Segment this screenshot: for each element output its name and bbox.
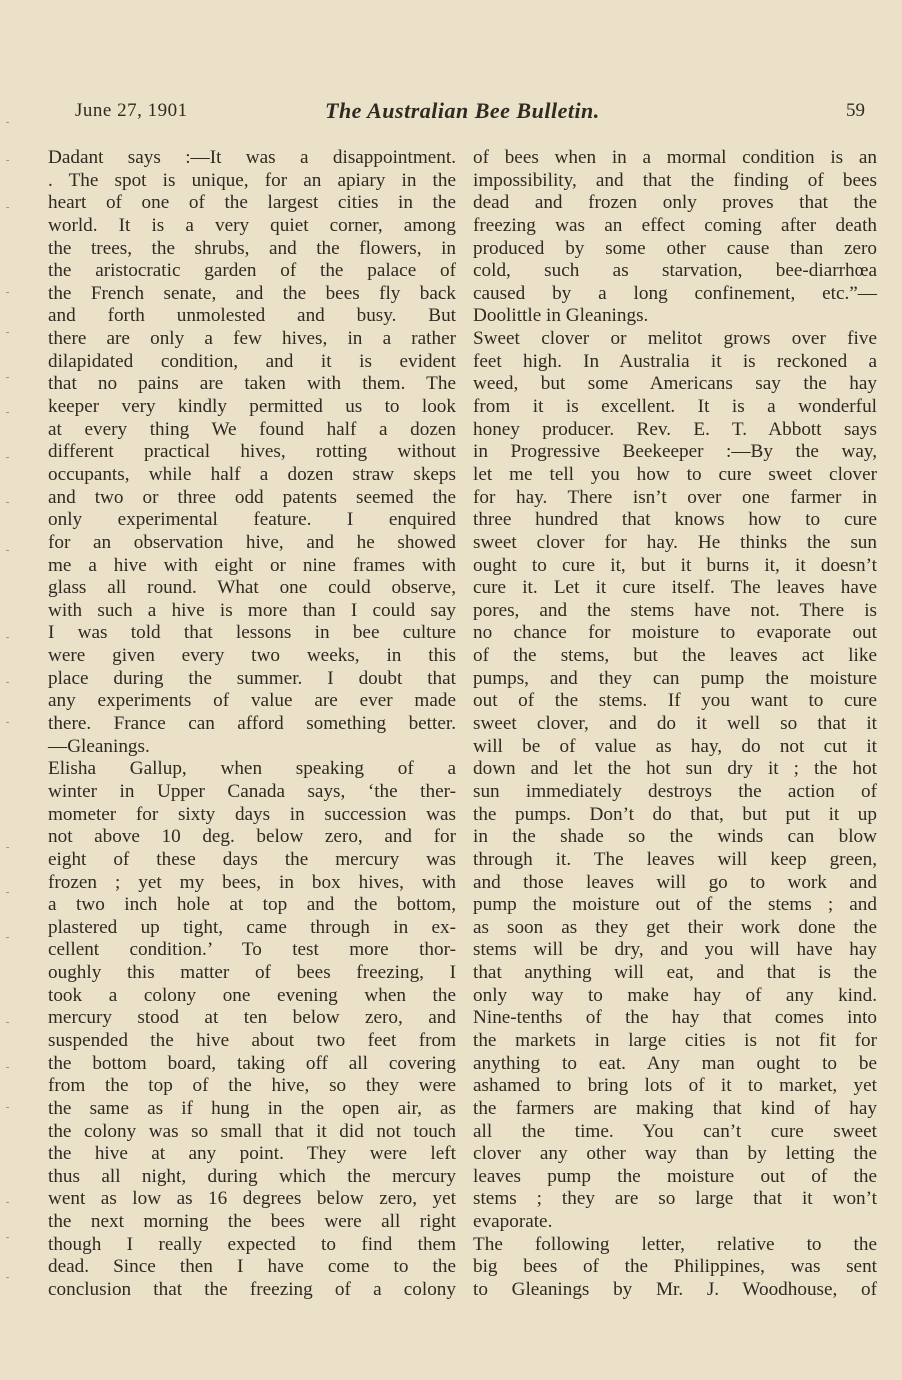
- left-column-line: Elisha Gallup, when speaking of a: [48, 758, 456, 780]
- left-column-line: thus all night, during which the mercury: [48, 1165, 456, 1187]
- right-column-line: no chance for moisture to evaporate out: [473, 622, 877, 644]
- left-column-line: eight of these days the mercury was: [48, 848, 456, 870]
- left-column-line: there. France can afford something better.: [48, 713, 456, 735]
- left-column-line: the hive at any point. They were left: [48, 1143, 456, 1165]
- left-column-line: place during the summer. I doubt that: [48, 667, 456, 689]
- margin-tick: ‐: [6, 1017, 10, 1028]
- left-column-line: took a colony one evening when the: [48, 984, 456, 1006]
- left-column-line: the same as if hung in the open air, as: [48, 1097, 456, 1119]
- right-column-line: through it. The leaves will keep green,: [473, 848, 877, 870]
- right-text-column: [473, 147, 877, 1302]
- right-column-line: produced by some other cause than zero: [473, 237, 877, 259]
- left-column-line: the colony was so small that it did not touch: [48, 1120, 456, 1142]
- margin-tick: ‐: [6, 717, 10, 728]
- right-column-line: big bees of the Philippines, was sent: [473, 1256, 877, 1278]
- left-column-line: the trees, the shrubs, and the flowers, in: [48, 237, 456, 259]
- left-column-line: cellent condition.’ To test more thor-: [48, 939, 456, 961]
- right-column-line: from it is excellent. It is a wonderful: [473, 396, 877, 418]
- right-column-line: stems will be dry, and you will have hay: [473, 939, 877, 961]
- left-column-line: . The spot is unique, for an apiary in the: [48, 169, 456, 191]
- left-column-line: the French senate, and the bees fly back: [48, 282, 456, 304]
- right-column-line: in Progressive Beekeeper :—By the way,: [473, 441, 877, 463]
- right-column-line: sweet clover, and do it well so that it: [473, 713, 877, 735]
- margin-tick: ‐: [6, 155, 10, 166]
- right-column-line: to Gleanings by Mr. J. Woodhouse, of: [473, 1279, 877, 1301]
- right-column-line: in the shade so the winds can blow: [473, 826, 877, 848]
- right-column-line: caused by a long confinement, etc.”—: [473, 282, 877, 304]
- margin-tick: ‐: [6, 202, 10, 213]
- left-column-line: plastered up tight, came through in ex-: [48, 916, 456, 938]
- right-column-line: pump the moisture out of the stems ; and: [473, 894, 877, 916]
- right-column-line: only way to make hay of any kind.: [473, 984, 877, 1006]
- right-column-line: three hundred that knows how to cure: [473, 509, 877, 531]
- left-column-line: and two or three odd patents seemed the: [48, 486, 456, 508]
- right-column-line: pores, and the stems have not. There is: [473, 599, 877, 621]
- running-header: [75, 96, 865, 130]
- left-column-line: heart of one of the largest cities in the: [48, 192, 456, 214]
- left-column-line: mercury stood at ten below zero, and: [48, 1007, 456, 1029]
- margin-tick: ‐: [6, 1062, 10, 1073]
- left-column-line: for an observation hive, and he showed: [48, 531, 456, 553]
- margin-tick: ‐: [6, 632, 10, 643]
- left-column-line: and forth unmolested and busy. But: [48, 305, 456, 327]
- margin-tick: ‐: [6, 1232, 10, 1243]
- right-column-line: will be of value as hay, do not cut it: [473, 735, 877, 757]
- right-column-line: ought to cure it, but it burns it, it doesn’t: [473, 554, 877, 576]
- right-column-line: cure it. Let it cure itself. The leaves have: [473, 577, 877, 599]
- left-column-line: at every thing We found half a dozen: [48, 418, 456, 440]
- right-column-line: clover any other way than by letting the: [473, 1143, 877, 1165]
- right-column-line: weed, but some Americans say the hay: [473, 373, 877, 395]
- right-column-line: anything to eat. Any man ought to be: [473, 1052, 877, 1074]
- margin-tick: ‐: [6, 117, 10, 128]
- right-column-line: Sweet clover or melitot grows over five: [473, 328, 877, 350]
- journal-title: The Australian Bee Bulletin.: [325, 98, 600, 123]
- right-column-line: stems ; they are so large that it won’t: [473, 1188, 877, 1210]
- left-column-line: went as low as 16 degrees below zero, yet: [48, 1188, 456, 1210]
- left-column-line: frozen ; yet my bees, in box hives, with: [48, 871, 456, 893]
- margin-tick: ‐: [6, 452, 10, 463]
- left-column-line: suspended the hive about two feet from: [48, 1029, 456, 1051]
- left-column-line: the bottom board, taking off all covering: [48, 1052, 456, 1074]
- margin-tick: ‐: [6, 932, 10, 943]
- right-column-line: cold, such as starvation, bee-diarrhœa: [473, 260, 877, 282]
- margin-tick: ‐: [6, 1197, 10, 1208]
- right-column-line: out of the stems. If you want to cure: [473, 690, 877, 712]
- left-column-line: occupants, while half a dozen straw skeps: [48, 463, 456, 485]
- left-column-line: mometer for sixty days in succession was: [48, 803, 456, 825]
- right-column-line: feet high. In Australia it is reckoned a: [473, 350, 877, 372]
- left-column-line: —Gleanings.: [48, 735, 150, 757]
- left-column-line: with such a hive is more than I could say: [48, 599, 456, 621]
- left-column-line: conclusion that the freezing of a colony: [48, 1279, 456, 1301]
- left-column-line: keeper very kindly permitted us to look: [48, 396, 456, 418]
- margin-tick: ‐: [6, 327, 10, 338]
- right-column-line: evaporate.: [473, 1211, 553, 1233]
- margin-tick: ‐: [6, 287, 10, 298]
- margin-tick: ‐: [6, 1272, 10, 1283]
- left-column-line: the next morning the bees were all right: [48, 1211, 456, 1233]
- left-column-line: me a hive with eight or nine frames with: [48, 554, 456, 576]
- left-column-line: the aristocratic garden of the palace of: [48, 260, 456, 282]
- left-column-line: that no pains are taken with them. The: [48, 373, 456, 395]
- left-column-line: Dadant says :—It was a disappointment.: [48, 147, 456, 168]
- margin-tick: ‐: [6, 887, 10, 898]
- left-column-line: glass all round. What one could observe,: [48, 577, 456, 599]
- left-column-line: any experiments of value are ever made: [48, 690, 456, 712]
- left-column-line: I was told that lessons in bee culture: [48, 622, 456, 644]
- right-column-line: the farmers are making that kind of hay: [473, 1097, 877, 1119]
- right-column-line: the markets in large cities is not fit for: [473, 1029, 877, 1051]
- margin-tick: ‐: [6, 677, 10, 688]
- right-column-line: for hay. There isn’t over one farmer in: [473, 486, 877, 508]
- right-column-line: all the time. You can’t cure sweet: [473, 1120, 877, 1142]
- right-column-line: Nine-tenths of the hay that comes into: [473, 1007, 877, 1029]
- left-column-line: from the top of the hive, so they were: [48, 1075, 456, 1097]
- left-column-line: winter in Upper Canada says, ‘the ther-: [48, 780, 456, 802]
- left-text-column: [48, 147, 456, 1302]
- right-column-line: honey producer. Rev. E. T. Abbott says: [473, 418, 877, 440]
- right-column-line: ashamed to bring lots of it to market, yet: [473, 1075, 877, 1097]
- left-column-line: not above 10 deg. below zero, and for: [48, 826, 456, 848]
- right-column-line: sweet clover for hay. He thinks the sun: [473, 531, 877, 553]
- right-column-line: as soon as they get their work done the: [473, 916, 877, 938]
- right-column-line: Doolittle in Gleanings.: [473, 305, 649, 327]
- right-column-line: dead and frozen only proves that the: [473, 192, 877, 214]
- right-column-line: the pumps. Don’t do that, but put it up: [473, 803, 877, 825]
- right-column-line: and those leaves will go to work and: [473, 871, 877, 893]
- left-column-line: dilapidated condition, and it is evident: [48, 350, 456, 372]
- left-column-line: world. It is a very quiet corner, among: [48, 214, 456, 236]
- left-column-line: dead. Since then I have come to the: [48, 1256, 456, 1278]
- right-column-line: The following letter, relative to the: [473, 1233, 877, 1255]
- left-column-line: a two inch hole at top and the bottom,: [48, 894, 456, 916]
- right-column-line: freezing was an effect coming after death: [473, 214, 877, 236]
- left-column-line: there are only a few hives, in a rather: [48, 328, 456, 350]
- right-column-line: leaves pump the moisture out of the: [473, 1165, 877, 1187]
- margin-tick: ‐: [6, 1102, 10, 1113]
- margin-tick: ‐: [6, 842, 10, 853]
- right-column-line: that anything will eat, and that is the: [473, 962, 877, 984]
- left-column-line: were given every two weeks, in this: [48, 645, 456, 667]
- left-column-line: different practical hives, rotting without: [48, 441, 456, 463]
- margin-tick: ‐: [6, 497, 10, 508]
- issue-date: June 27, 1901: [75, 100, 188, 121]
- right-column-line: impossibility, and that the finding of bees: [473, 169, 877, 191]
- margin-tick: ‐: [6, 407, 10, 418]
- margin-tick: ‐: [6, 372, 10, 383]
- margin-tick: ‐: [6, 545, 10, 556]
- right-column-line: of the stems, but the leaves act like: [473, 645, 877, 667]
- right-column-line: sun immediately destroys the action of: [473, 780, 877, 802]
- left-column-line: oughly this matter of bees freezing, I: [48, 962, 456, 984]
- right-column-line: pumps, and they can pump the moisture: [473, 667, 877, 689]
- left-column-line: only experimental feature. I enquired: [48, 509, 456, 531]
- page-number: 59: [846, 100, 865, 121]
- left-column-line: though I really expected to find them: [48, 1233, 456, 1255]
- right-column-line: let me tell you how to cure sweet clover: [473, 463, 877, 485]
- right-column-line: down and let the hot sun dry it ; the hot: [473, 758, 877, 780]
- right-column-line: of bees when in a mormal condition is an: [473, 147, 877, 168]
